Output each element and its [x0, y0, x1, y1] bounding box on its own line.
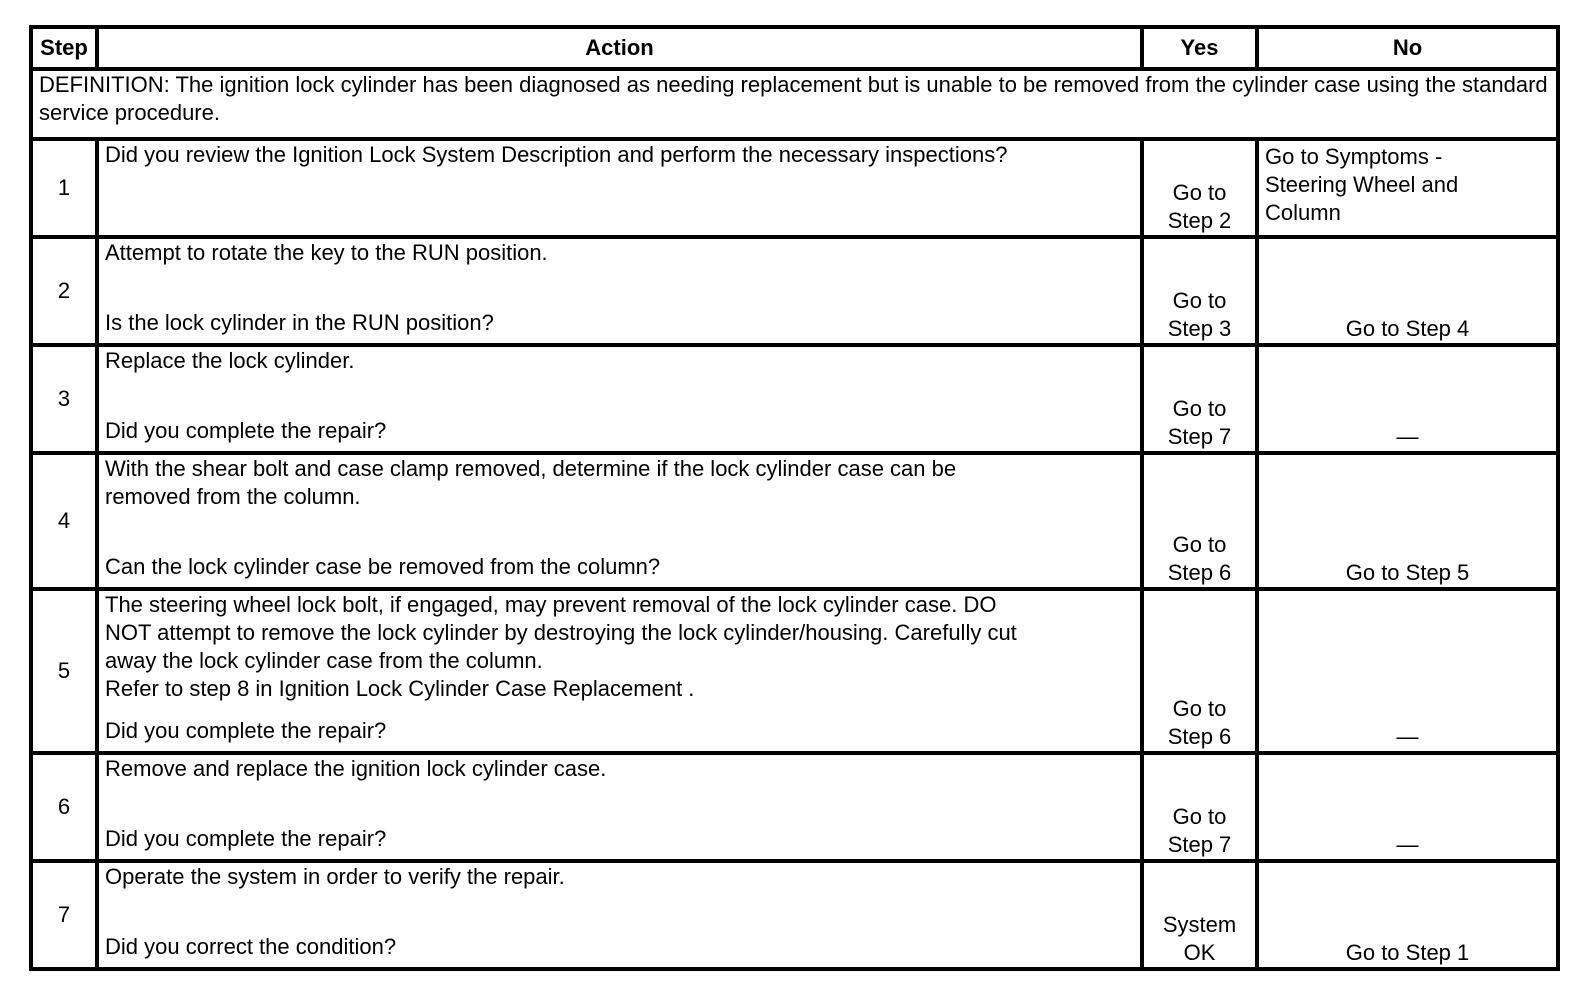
yes-text: Go to	[1172, 288, 1227, 313]
yes-text: Step 7	[1167, 832, 1232, 857]
header-step: Step	[31, 27, 97, 69]
yes-text: Go to	[1172, 532, 1227, 557]
no-cell	[1257, 237, 1558, 345]
action-text: away the lock cylinder case from the column.	[105, 648, 543, 673]
header-row	[31, 27, 1558, 69]
no-text: Steering Wheel and	[1265, 172, 1459, 197]
step-number: 3	[31, 345, 97, 453]
header-action: Action	[97, 27, 1142, 69]
table-row	[31, 453, 1558, 589]
yes-text: OK	[1183, 940, 1216, 965]
step-number: 7	[31, 861, 97, 969]
question-text: Did you correct the condition?	[105, 934, 397, 959]
no-cell	[1257, 589, 1558, 753]
action-cell	[97, 861, 1142, 969]
table-row	[31, 345, 1558, 453]
table-row	[31, 753, 1558, 861]
yes-text: Step 2	[1167, 208, 1232, 233]
yes-text: System	[1162, 912, 1237, 937]
yes-text: Step 6	[1167, 724, 1232, 749]
question-text: Did you complete the repair?	[105, 826, 387, 851]
yes-text: Step 7	[1167, 424, 1232, 449]
step-number: 1	[31, 139, 97, 237]
yes-text: Step 6	[1167, 560, 1232, 585]
action-text: Operate the system in order to verify the repair.	[105, 864, 565, 889]
no-text: —	[1396, 724, 1419, 749]
action-cell	[97, 453, 1142, 589]
action-text: Refer to step 8 in Ignition Lock Cylinder Case Replacement .	[105, 676, 695, 701]
action-text: The steering wheel lock bolt, if engaged, may prevent removal of the lock cylinder case. DO	[105, 592, 997, 617]
no-cell	[1257, 861, 1558, 969]
no-cell	[1257, 139, 1558, 237]
table-row	[31, 139, 1558, 237]
table-row	[31, 589, 1558, 753]
table-row	[31, 237, 1558, 345]
yes-text: Go to	[1172, 804, 1227, 829]
action-text: With the shear bolt and case clamp removed, determine if the lock cylinder case can be	[105, 456, 957, 481]
yes-text: Go to	[1172, 696, 1227, 721]
action-cell	[97, 589, 1142, 753]
no-cell	[1257, 453, 1558, 589]
action-cell	[97, 237, 1142, 345]
no-text: Go to Step 5	[1345, 560, 1470, 585]
action-cell	[97, 139, 1142, 237]
yes-cell	[1142, 589, 1257, 753]
diagnostic-table	[29, 25, 1560, 971]
yes-cell	[1142, 753, 1257, 861]
no-text: —	[1396, 424, 1419, 449]
step-number: 2	[31, 237, 97, 345]
header-yes: Yes	[1142, 27, 1257, 69]
no-cell	[1257, 345, 1558, 453]
step-number: 6	[31, 753, 97, 861]
yes-cell	[1142, 237, 1257, 345]
action-text: NOT attempt to remove the lock cylinder by destroying the lock cylinder/housing. Carefully cut	[105, 620, 1017, 645]
action-text: Remove and replace the ignition lock cylinder case.	[105, 756, 607, 781]
yes-text: Step 3	[1167, 316, 1232, 341]
yes-text: Go to	[1172, 180, 1227, 205]
step-number: 5	[31, 589, 97, 753]
definition-row	[31, 69, 1558, 139]
no-cell	[1257, 753, 1558, 861]
table-row	[31, 861, 1558, 969]
yes-text: Go to	[1172, 396, 1227, 421]
action-cell	[97, 753, 1142, 861]
action-cell	[97, 345, 1142, 453]
header-no: No	[1257, 27, 1558, 69]
question-text: Can the lock cylinder case be removed from the column?	[105, 554, 661, 579]
question-text: Did you complete the repair?	[105, 718, 387, 743]
no-text: Go to Symptoms -	[1265, 144, 1443, 169]
action-text: Replace the lock cylinder.	[105, 348, 355, 373]
action-text: Attempt to rotate the key to the RUN position.	[105, 240, 548, 265]
no-text: Column	[1265, 200, 1341, 225]
question-text: Did you complete the repair?	[105, 418, 387, 443]
action-text: removed from the column.	[105, 484, 361, 509]
yes-cell	[1142, 453, 1257, 589]
yes-cell	[1142, 139, 1257, 237]
question-text: Is the lock cylinder in the RUN position?	[105, 310, 494, 335]
no-text: Go to Step 4	[1345, 316, 1470, 341]
yes-cell	[1142, 345, 1257, 453]
no-text: —	[1396, 832, 1419, 857]
action-text: Did you review the Ignition Lock System Description and perform the necessary inspections?	[105, 142, 1008, 167]
step-number: 4	[31, 453, 97, 589]
yes-cell	[1142, 861, 1257, 969]
definition-text: DEFINITION: The ignition lock cylinder has been diagnosed as needing replacement but is unable to be removed from the cylinder case using the standard service procedure.	[31, 69, 1558, 139]
no-text: Go to Step 1	[1345, 940, 1470, 965]
